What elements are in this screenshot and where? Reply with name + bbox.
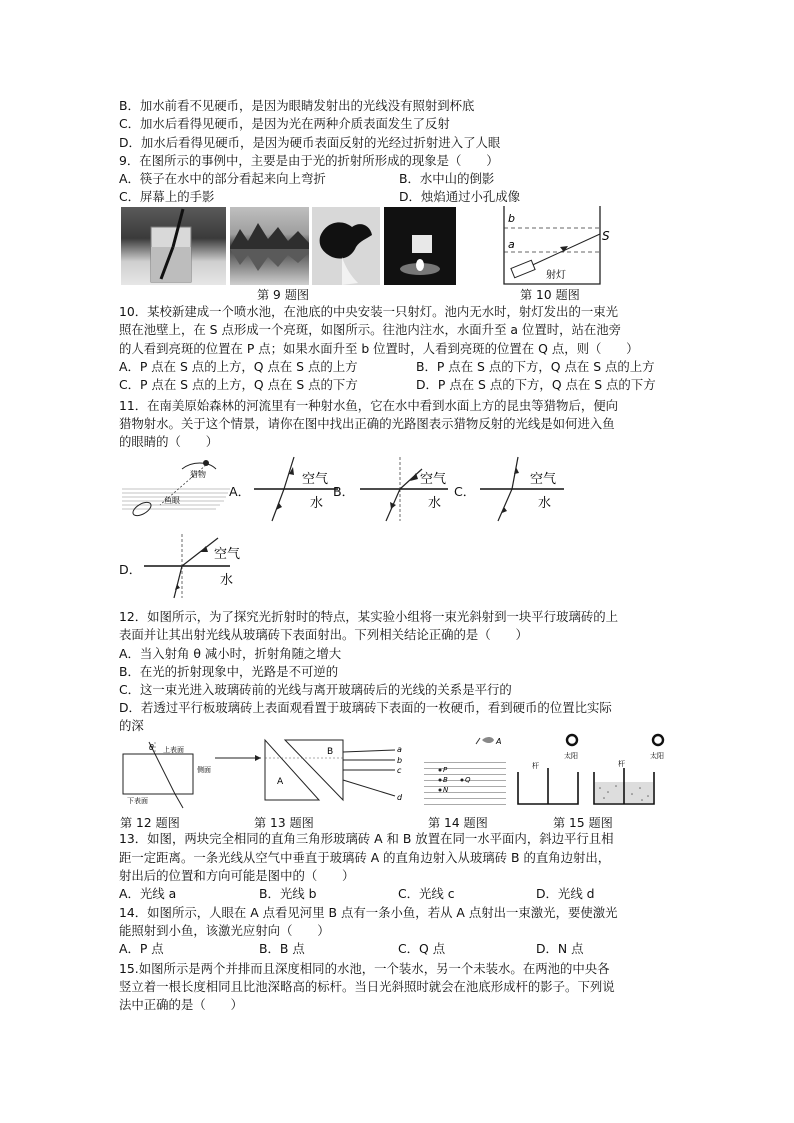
q11-c-air: 空气 [530,472,557,487]
q11-image-prey-label: 猎物 [190,470,206,479]
q11-line-2: 猎物射水。关于这个情景，请你在图中找出正确的光路图表示猎物反射的光线是如何进入鱼 [119,416,615,431]
fig13-caption: 第 13 题图 [254,816,314,830]
fig12-theta: θ [149,743,154,752]
fig12-side-label: 侧面 [197,766,211,774]
q12-option-b: B．在光的折射现象中，光路是不可逆的 [119,664,339,679]
q11-label-a: A． [229,484,251,499]
fig10-caption: 第 10 题图 [520,288,580,302]
q14-option-d: D．N 点 [536,941,584,956]
fig15-diagram [514,732,679,808]
fig12-top-label: 上表面 [163,746,184,754]
q13-option-d: D．光线 d [536,886,595,901]
fig13-ray-d: d [397,793,403,802]
q11-image-eye-label: 鱼眼 [164,496,180,505]
fig14-label-p: P [443,766,448,774]
q9-option-a: A．筷子在水中的部分看起来向上弯折 [119,171,326,186]
q12-option-a: A．当入射角 θ 减小时，折射角随之增大 [119,646,342,661]
q11-line-1: 11．在南美原始森林的河流里有一种射水鱼，它在水中看到水面上方的昆虫等猎物后，便向 [119,398,619,413]
q14-option-a: A．P 点 [119,941,164,956]
photo-pinhole-candle [384,207,456,285]
fig13-label-a-block: A [277,777,284,787]
q15-line-3: 法中正确的是（ ） [119,997,243,1012]
q10-option-d: D．P 点在 S 点的下方，Q 点在 S 点的下方 [416,377,656,392]
q12-option-d-1: D．若透过平行板玻璃砖上表面观看置于玻璃砖下表面的一枚硬币，看到硬币的位置比实际 [119,700,612,715]
q11-b-water: 水 [428,496,442,511]
q11-a-air: 空气 [302,472,329,487]
fig14-label-n: N [443,786,449,794]
fig12-diagram [119,740,219,810]
q12-line-2: 表面并让其出射光线从玻璃砖下表面射出。下列相关结论正确的是（ ） [119,627,528,642]
q10-option-b: B．P 点在 S 点的下方，Q 点在 S 点的上方 [416,359,655,374]
q11-line-3: 的眼睛的（ ） [119,434,219,449]
q12-option-d-2: 的深 [119,718,144,733]
q11-label-b: B． [333,484,355,499]
q9-option-d: D．烛焰通过小孔成像 [399,189,521,204]
fig13-diagram [215,736,405,808]
photo-hand-shadow [312,207,380,285]
fig10-label-a: a [508,238,515,251]
fig13-ray-c: c [397,766,402,775]
q11-label-d: D． [119,562,142,577]
q13-line-1: 13．如图，两块完全相同的直角三角形玻璃砖 A 和 B 放置在同一水平面内，斜边平行且相 [119,831,614,846]
q14-option-c: C．Q 点 [398,941,446,956]
q11-diagram-d [138,532,248,602]
fig13-ray-a: a [397,745,402,754]
q11-a-water: 水 [310,496,324,511]
fig15-pole-2: 杆 [618,760,625,768]
q14-line-2: 能照射到小鱼，该激光应射向（ ） [119,923,330,938]
fig14-label-q: Q [465,776,471,784]
q11-d-air: 空气 [214,547,241,562]
fig12-bottom-label: 下表面 [127,797,148,805]
fig14-caption: 第 14 题图 [428,816,488,830]
q15-line-2: 竖立着一根长度相同且比池深略高的标杆。当日光斜照时就会在池底形成杆的影子。下列说 [119,979,615,994]
q9-stem: 9．在图所示的事例中，主要是由于光的折射所形成的现象是（ ） [119,153,499,168]
q11-diagram-b [356,455,456,525]
photo-chopstick-in-water [121,207,226,285]
q11-label-c: C． [454,484,476,499]
q10-line-2: 照在池壁上，在 S 点形成一个亮斑，如图所示。往池内注水，水面升至 a 位置时，站在池旁 [119,322,622,337]
q8-option-d: D．加水后看得见硬币，是因为硬币表面反射的光经过折射进入了人眼 [119,135,501,150]
q10-line-1: 10．某校新建成一个喷水池，在池底的中央安装一只射灯。池内无水时，射灯发出的一束光 [119,304,619,319]
fig13-label-b-block: B [327,747,334,757]
fig9-caption: 第 9 题图 [257,288,310,302]
q10-line-3: 的人看到亮斑的位置在 P 点；如果水面升至 b 位置时，人看到亮斑的位置在 Q 点，则（ ） [119,341,639,356]
fig15-sun-2: 太阳 [650,752,664,760]
q14-line-1: 14．如图所示，人眼在 A 点看见河里 B 点有一条小鱼，若从 A 点射出一束激光，要使激光 [119,905,618,920]
q13-line-3: 射出后的位置和方向可能是图中的（ ） [119,868,355,883]
fig15-pole-1: 杆 [532,762,539,770]
q8-option-c: C．加水后看得见硬币，是因为光在两种介质表面发生了反射 [119,116,450,131]
fig14-label-b: B [443,776,448,784]
q10-option-a: A．P 点在 S 点的上方，Q 点在 S 点的上方 [119,359,358,374]
fig10-label-lamp: 射灯 [546,270,566,281]
q8-option-b: B．加水前看不见硬币，是因为眼睛发射出的光线没有照射到杯底 [119,98,475,113]
q10-option-c: C．P 点在 S 点的上方，Q 点在 S 点的下方 [119,377,358,392]
fig15-caption: 第 15 题图 [553,816,613,830]
q13-option-b: B．光线 b [259,886,317,901]
fig10-label-b: b [508,212,515,225]
q11-b-air: 空气 [420,472,447,487]
fig14-diagram [420,734,510,808]
q11-c-water: 水 [538,496,552,511]
fig13-ray-b: b [397,756,403,765]
fig15-sun-1: 太阳 [564,752,578,760]
fig14-label-a: A [496,737,502,746]
q14-option-b: B．B 点 [259,941,305,956]
fig10-label-s: S [602,229,610,243]
q13-option-c: C．光线 c [398,886,455,901]
q11-d-water: 水 [220,573,234,588]
fig12-caption: 第 12 题图 [120,816,180,830]
fig10-diagram [502,206,612,286]
q9-option-c: C．屏幕上的手影 [119,189,215,204]
q12-option-c: C．这一束光进入玻璃砖前的光线与离开玻璃砖后的光线的关系是平行的 [119,682,512,697]
q12-line-1: 12．如图所示，为了探究光折射时的特点，某实验小组将一束光斜射到一块平行玻璃砖的上 [119,609,619,624]
q13-line-2: 距一定距离。一条光线从空气中垂直于玻璃砖 A 的直角边射入从玻璃砖 B 的直角边射出， [119,850,611,865]
q11-archerfish-image [120,455,232,525]
photo-mountain-reflection [230,207,309,285]
q15-line-1: 15.如图所示是两个并排而且深度相同的水池，一个装水，另一个未装水。在两池的中央各 [119,961,610,976]
q13-option-a: A．光线 a [119,886,177,901]
q9-option-b: B．水中山的倒影 [399,171,495,186]
q11-diagram-c [476,455,576,525]
